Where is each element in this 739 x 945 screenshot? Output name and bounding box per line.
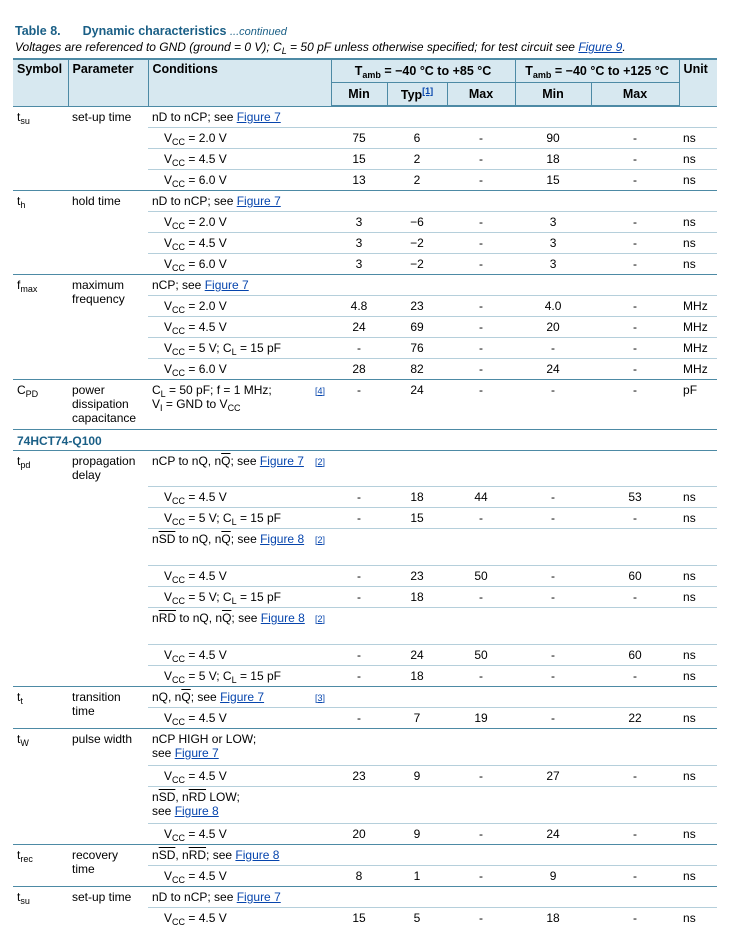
table-row: $V_{CC} = 5$ V; $C_L = 15$ pF - 18 - - - ns	[13, 586, 717, 607]
figure-7-link[interactable]: Figure 7	[236, 193, 281, 208]
header-unit: Unit	[679, 59, 717, 106]
table-row: $V_{CC} = 4.5$ V - 18 44 - 53 ns	[13, 486, 717, 507]
table-row: $t_{rec}$ recovery time $n\overline{SD}$, $n\overline{RD}$; see Figure 8	[13, 844, 717, 865]
header-conditions: Conditions	[148, 59, 331, 106]
table-row: $V_{CC} = 2.0$ V 4.8 23 - 4.0 - MHz	[13, 295, 717, 316]
table-row: $V_{CC} = 2.0$ V 3 −6 - 3 - ns	[13, 211, 717, 232]
symbol-cell: $t_W$	[13, 728, 68, 844]
parameter-cell: set-up time	[68, 886, 148, 928]
figure-9-link[interactable]: Figure 9	[578, 40, 623, 54]
figure-7-link[interactable]: Figure 7	[236, 109, 281, 124]
symbol-cell: $t_h$	[13, 190, 68, 274]
table-row: $V_{CC} = 5$ V; $C_L = 15$ pF - 18 - - - ns	[13, 665, 717, 686]
table-row: $V_{CC} = 4.5$ V 23 9 - 27 - ns	[13, 765, 717, 786]
parameter-cell: recovery time	[68, 844, 148, 886]
header-max: Max	[447, 83, 515, 107]
table-row: $V_{CC} = 5$ V; $C_L = 15$ pF - 76 - - - MHz	[13, 337, 717, 358]
header-typ: Typ[1]	[387, 83, 447, 107]
parameter-cell: pulse width	[68, 728, 148, 844]
parameter-cell: set-up time	[68, 106, 148, 190]
note-3-link[interactable]: [3]	[315, 692, 326, 703]
parameter-cell: hold time	[68, 190, 148, 274]
table-number: Table 8.	[15, 24, 61, 38]
header-symbol: Symbol	[13, 59, 68, 106]
symbol-cell: $t_t$	[13, 686, 68, 728]
symbol-cell: $f_{max}$	[13, 274, 68, 379]
note-2-link[interactable]: [2]	[315, 534, 326, 545]
figure-8-link[interactable]: Figure 8	[174, 803, 219, 818]
table-row: $V_{CC} = 4.5$ V - 24 50 - 60 ns	[13, 644, 717, 665]
figure-7-link[interactable]: Figure 7	[174, 745, 219, 760]
continued-label: ...continued	[229, 26, 287, 38]
table-row: $V_{CC} = 2.0$ V 75 6 - 90 - ns	[13, 127, 717, 148]
note-4-link[interactable]: [4]	[315, 385, 326, 396]
table-row: $V_{CC} = 4.5$ V 20 9 - 24 - ns	[13, 823, 717, 844]
table-row: $V_{CC} = 6.0$ V 3 −2 - 3 - ns	[13, 253, 717, 274]
header-temp-85: $T_{amb} = -40$ °C to +85 °C	[331, 59, 515, 83]
table-row: $t_W$ pulse width nCP HIGH or LOW; see Figure 7	[13, 728, 717, 765]
dynamic-characteristics-table	[13, 58, 717, 928]
note-1-link[interactable]: [1]	[422, 85, 434, 96]
table-row: $V_{CC} = 4.5$ V 15 5 - 18 - ns	[13, 907, 717, 928]
header-temp-125: $T_{amb} = -40$ °C to +125 °C	[515, 59, 679, 83]
symbol-cell: $t_{rec}$	[13, 844, 68, 886]
table-row: $V_{CC} = 5$ V; $C_L = 15$ pF - 15 - - - ns	[13, 507, 717, 528]
parameter-cell: propagation delay	[68, 450, 148, 686]
section-header: 74HCT74-Q100	[13, 429, 717, 450]
table-row: $V_{CC} = 4.5$ V - 23 50 - 60 ns	[13, 565, 717, 586]
table-row: $t_{su}$ set-up time nD to nCP; see Figure 7	[13, 886, 717, 907]
condition-cell: nD to nCP; see Figure 7	[148, 106, 311, 127]
table-subtitle: Voltages are referenced to GND (ground = 0 V); $C_L = 50$ pF unless otherwise specified; for test circuit see Figure 9.	[15, 40, 626, 56]
symbol-cell: $t_{su}$	[13, 886, 68, 928]
figure-7-link[interactable]: Figure 7	[236, 889, 281, 904]
header-min: Min	[331, 83, 387, 107]
table-row: $n\overline{SD}$ to nQ, $n\overline{Q}$; see Figure 8 [2]	[13, 528, 717, 565]
table-title: Dynamic characteristics	[82, 24, 227, 38]
table-row	[13, 106, 717, 127]
table-caption	[15, 24, 287, 38]
parameter-cell: transition time	[68, 686, 148, 728]
table-row: $V_{CC} = 6.0$ V 28 82 - 24 - MHz	[13, 358, 717, 379]
table-row: $n\overline{RD}$ to nQ, $n\overline{Q}$; see Figure 8 [2]	[13, 607, 717, 644]
figure-8-link[interactable]: Figure 8	[260, 531, 305, 546]
figure-7-link[interactable]: Figure 7	[204, 277, 249, 292]
table-row: $V_{CC} = 4.5$ V 24 69 - 20 - MHz	[13, 316, 717, 337]
table-row: $n\overline{SD}$, $n\overline{RD}$ LOW; see Figure 8	[13, 786, 717, 823]
note-2-link[interactable]: [2]	[315, 456, 326, 467]
header-min-125: Min	[515, 83, 591, 107]
parameter-cell: maximum frequency	[68, 274, 148, 379]
note-2-link[interactable]: [2]	[315, 613, 326, 624]
symbol-cell: $C_{PD}$	[13, 379, 68, 429]
parameter-cell: power dissipation capacitance	[68, 379, 148, 429]
symbol-cell: $t_{su}$	[13, 106, 68, 190]
table-row: $V_{CC} = 4.5$ V 3 −2 - 3 - ns	[13, 232, 717, 253]
figure-7-link[interactable]: Figure 7	[259, 453, 304, 468]
table-row: $t_h$ hold time nD to nCP; see Figure 7	[13, 190, 717, 211]
table-row: $V_{CC} = 4.5$ V 15 2 - 18 - ns	[13, 148, 717, 169]
figure-8-link[interactable]: Figure 8	[260, 610, 305, 625]
table-row: $C_{PD}$ power dissipation capacitance $C_L = 50$ pF; f = 1 MHz; $V_I$ = GND to $V_{CC}$ [4] - 24 - - - pF	[13, 379, 717, 429]
table-row: $V_{CC} = 4.5$ V - 7 19 - 22 ns	[13, 707, 717, 728]
header-max-125: Max	[591, 83, 679, 107]
table-row: $t_t$ transition time nQ, $n\overline{Q}$; see Figure 7 [3]	[13, 686, 717, 707]
table-row: $t_{pd}$ propagation delay nCP to nQ, $n\overline{Q}$; see Figure 7 [2]	[13, 450, 717, 486]
table-row: $f_{max}$ maximum frequency nCP; see Figure 7	[13, 274, 717, 295]
figure-7-link[interactable]: Figure 7	[220, 689, 265, 704]
header-parameter: Parameter	[68, 59, 148, 106]
table-row: $V_{CC} = 6.0$ V 13 2 - 15 - ns	[13, 169, 717, 190]
table-row: $V_{CC} = 4.5$ V 8 1 - 9 - ns	[13, 865, 717, 886]
figure-8-link[interactable]: Figure 8	[235, 847, 280, 862]
symbol-cell: $t_{pd}$	[13, 450, 68, 686]
